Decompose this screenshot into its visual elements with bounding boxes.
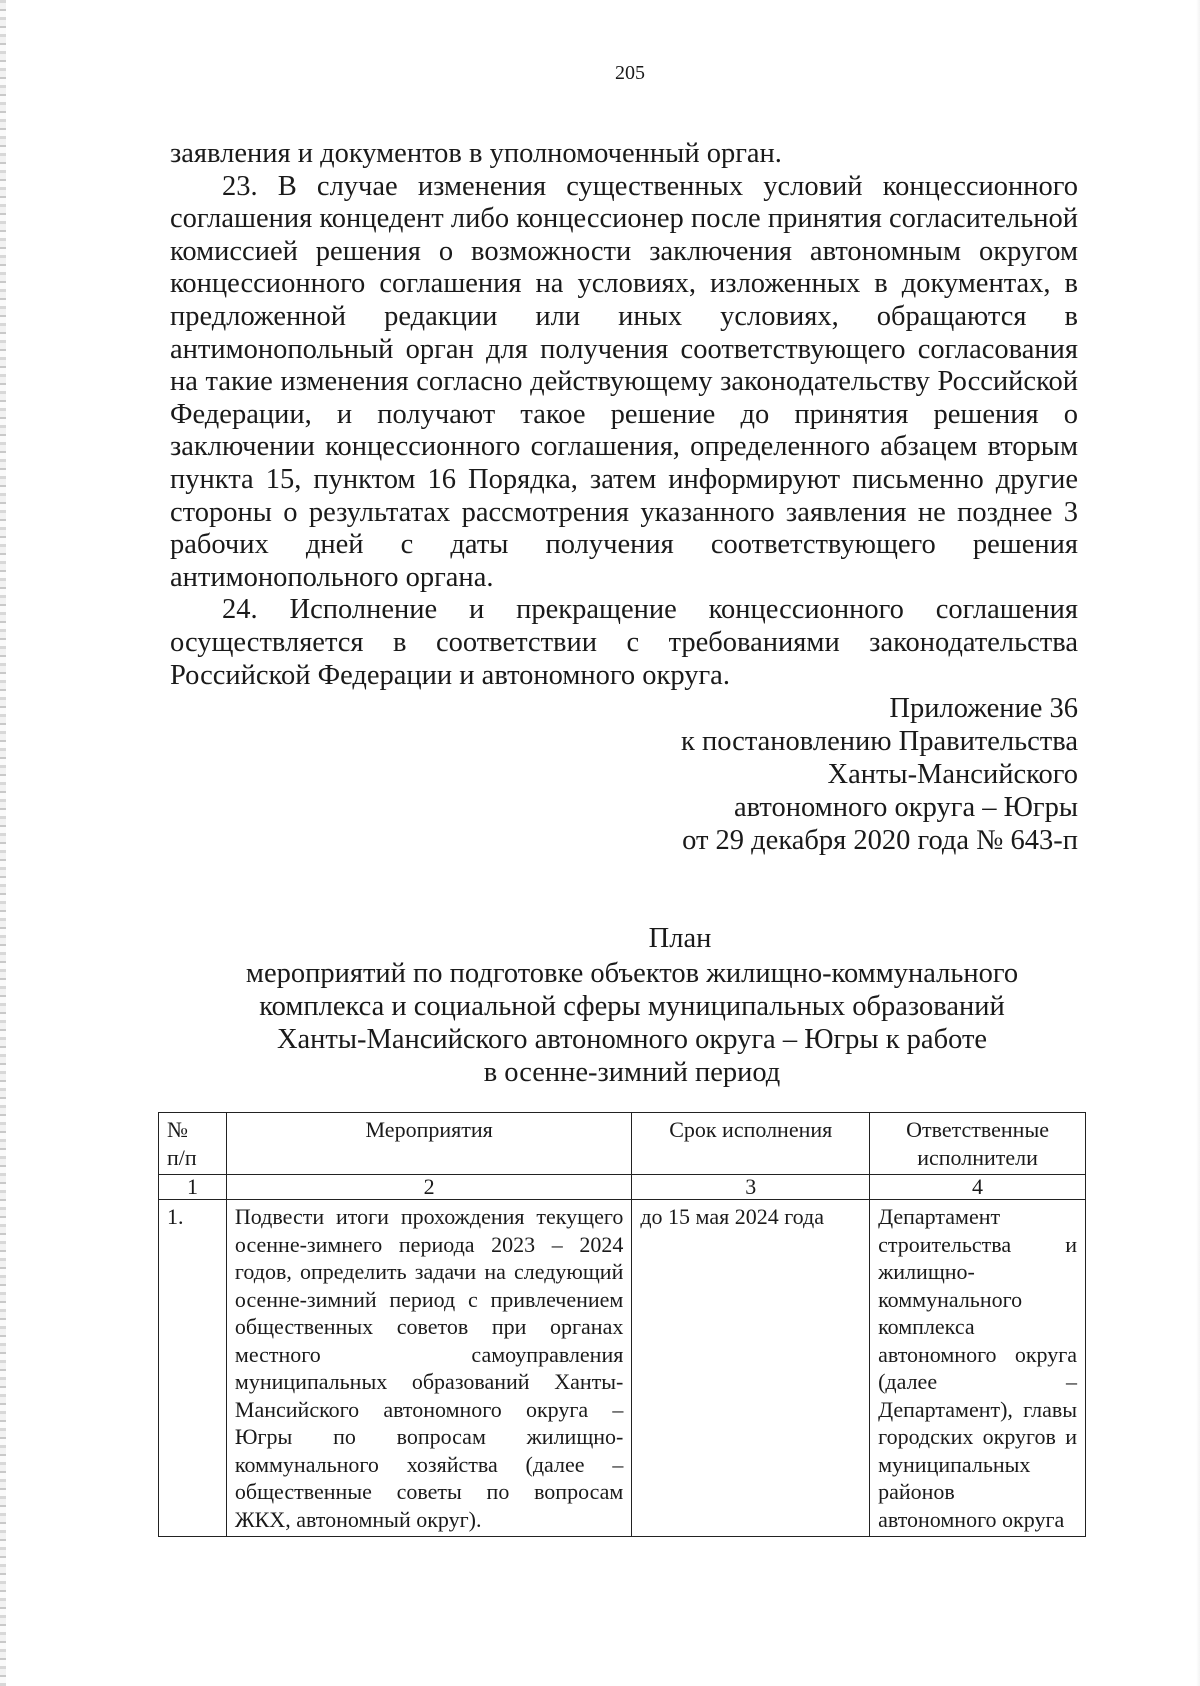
row-number: 1.	[159, 1200, 227, 1537]
column-index-cell: 2	[226, 1175, 631, 1200]
table-header-row	[159, 1113, 1086, 1175]
column-index-cell: 3	[632, 1175, 870, 1200]
header-number-line2: п/п	[167, 1144, 197, 1170]
paragraph-item-23: 23. В случае изменения существенных условий концессионного соглашения концедент либо концессионер после принятия согласительной комиссией решения о возможности заключения автономным округом концессионного соглашения на условиях, изложенных в документах, в предложенной редакции или иных условиях, обращаются в антимонопольный орган для получения соответствующего согласования на такие изменения согласно действующему законодательству Российской Федерации, и получают такое решение до принятия решения о заключении концессионного соглашения, определенного абзацем вторым пункта 15, пунктом 16 Порядка, затем информируют письменно другие стороны о результатах рассмотрения указанного заявления не позднее 3 рабочих дней с даты получения соответствующего решения антимонопольного органа.	[170, 170, 1078, 593]
header-responsible-line2: исполнители	[917, 1144, 1038, 1170]
appendix-number: Приложение 36	[889, 693, 1078, 724]
body-text	[170, 138, 1078, 692]
plan-subtitle-line-2: комплекса и социальной сферы муниципальных образований	[259, 991, 1005, 1022]
plan-title: План	[648, 923, 712, 954]
header-number-line1: №	[167, 1117, 188, 1142]
plan-title-block	[170, 922, 1078, 1089]
plan-subtitle-line-1: мероприятий по подготовке объектов жилищно-коммунального	[245, 958, 1019, 989]
paragraph-item-24: 24. Исполнение и прекращение концессионного соглашения осуществляется в соответствии с требованиями законодательства Российской Федерации и автономного округа.	[170, 594, 1078, 691]
header-number	[159, 1113, 227, 1175]
row-activity: Подвести итоги прохождения текущего осенне-зимнего периода 2023 – 2024 годов, определить задачи на следующий осенне-зимний период с привлечением общественных советов при органах местного самоуправления муниципальных образований Ханты-Мансийского автономного округа – Югры по вопросам жилищно-коммунального хозяйства (далее – общественные советы по вопросам ЖКХ, автономный округ).	[226, 1200, 631, 1537]
appendix-resolution-ref: к постановлению Правительства	[680, 726, 1078, 757]
table-row	[159, 1200, 1086, 1537]
appendix-date: от 29 декабря 2020 года № 643-п	[682, 825, 1078, 856]
appendix-region-line1: Ханты-Мансийского	[827, 759, 1078, 790]
plan-table	[158, 1112, 1086, 1537]
header-responsible-line1: Ответственные	[906, 1117, 1049, 1142]
sheet-edge-decoration	[1196, 0, 1200, 1686]
column-index-cell: 1	[159, 1175, 227, 1200]
appendix-region-line2: автономного округа – Югры	[733, 792, 1078, 823]
row-deadline: до 15 мая 2024 года	[632, 1200, 870, 1537]
plan-subtitle-line-4: в осенне-зимний период	[483, 1057, 781, 1088]
appendix-header	[560, 692, 1078, 857]
column-index-cell: 4	[870, 1175, 1086, 1200]
continuation-paragraph: заявления и документов в уполномоченный орган.	[170, 138, 782, 169]
column-index-row	[159, 1175, 1086, 1200]
page-number: 205	[615, 62, 645, 84]
header-activities: Мероприятия	[226, 1113, 631, 1175]
header-deadline: Срок исполнения	[632, 1113, 870, 1175]
plan-subtitle-line-3: Ханты-Мансийского автономного округа – Югры к работе	[276, 1024, 988, 1055]
row-responsible: Департамент строительства и жилищно-коммунального комплекса автономного округа (далее – Департамент), главы городских округов и муниципальных районов автономного округа	[870, 1200, 1086, 1537]
header-responsible	[870, 1113, 1086, 1175]
scan-edge-decoration	[0, 0, 6, 1686]
